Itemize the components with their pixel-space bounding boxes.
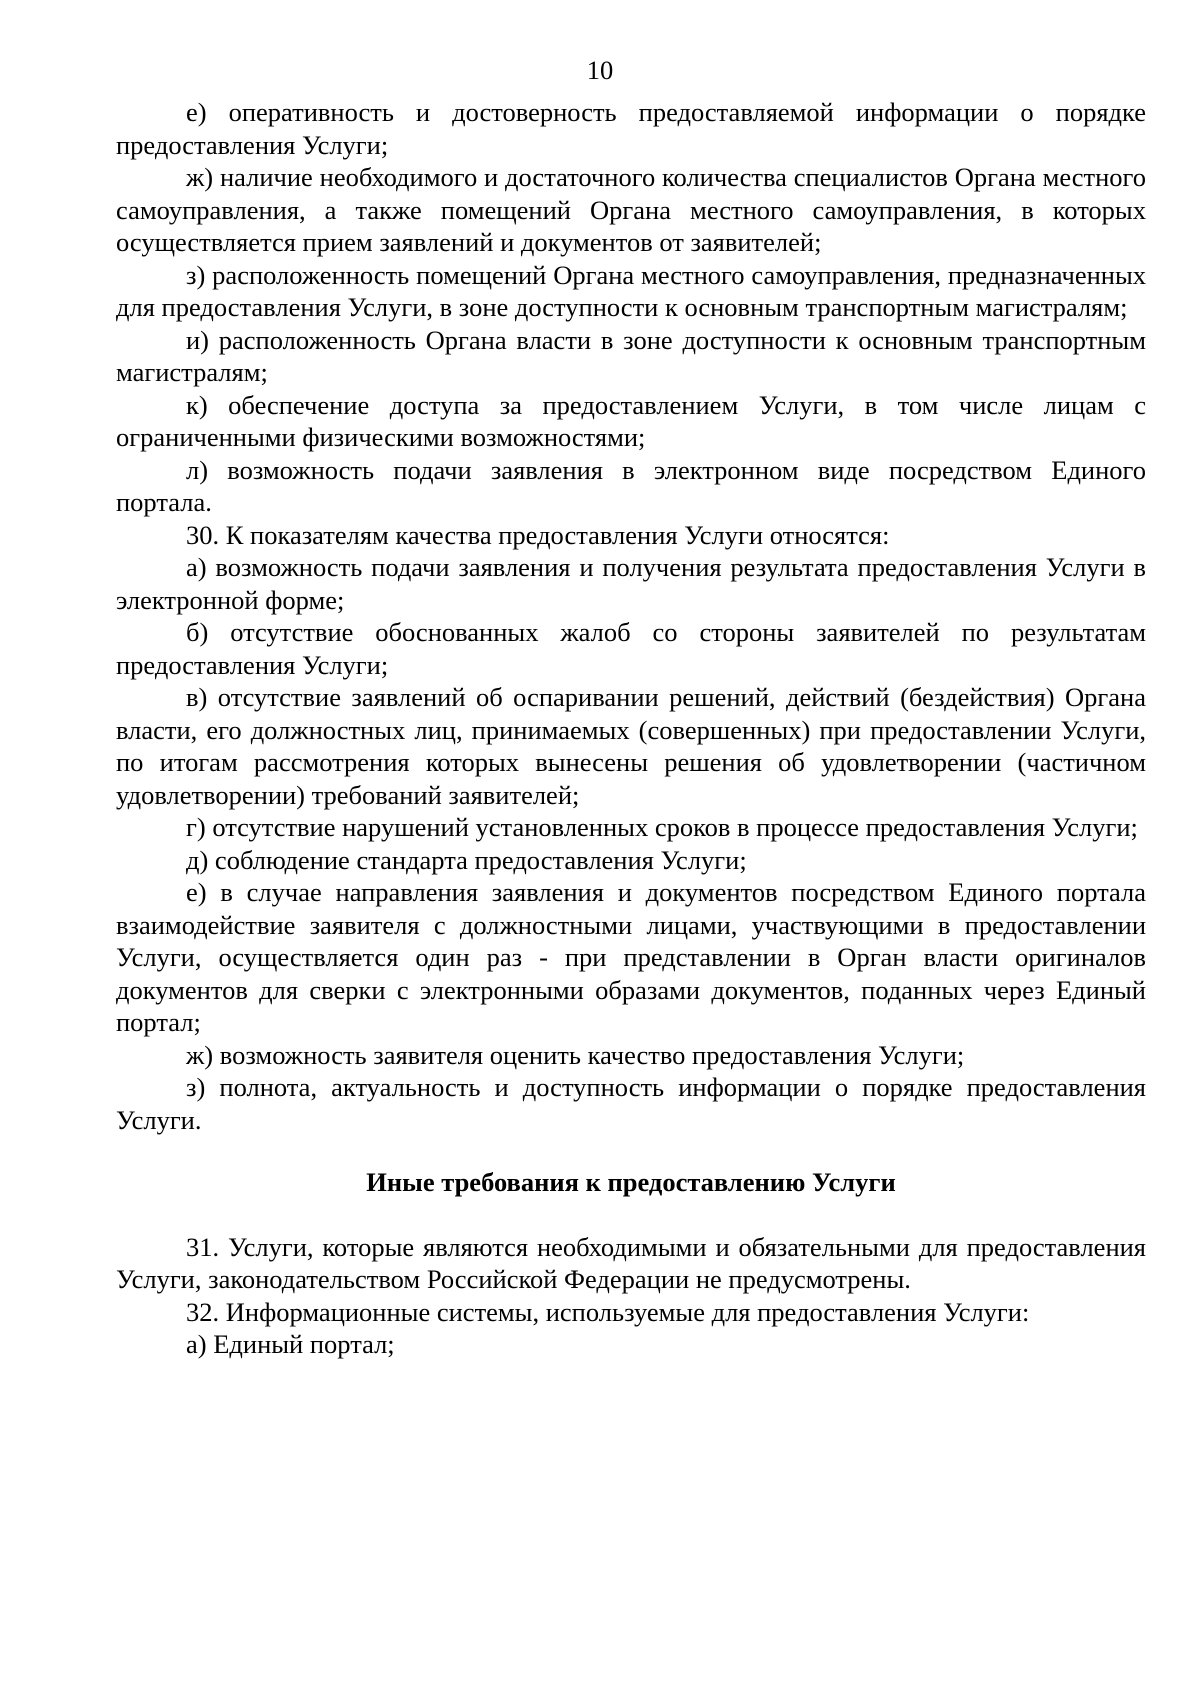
paragraph-30: 30. К показателям качества предоставления Услуги относятся: [186,519,890,550]
list-item-zh-specialists: ж) наличие необходимого и достаточного количества специалистов Органа местного самоуправления, а также помещений Органа местного самоуправления, в которых осуществляется прием заявлений и документов от заявителей; [116,162,1146,257]
paragraph-31: 31. Услуги, которые являются необходимыми и обязательными для предоставления Услуги, законодательством Российской Федерации не предусмотрены. [116,1231,1146,1294]
page-number: 10 [586,55,614,85]
list-item-zh-quality-rating: ж) возможность заявителя оценить качество предоставления Услуги; [186,1039,965,1070]
paragraph-32: 32. Информационные системы, используемые для предоставления Услуги: [186,1296,1030,1327]
document-body [116,96,1146,1361]
list-item-v-no-disputes: в) отсутствие заявлений об оспаривании решений, действий (бездействия) Органа власти, его должностных лиц, принимаемых (совершенных) при предоставлении Услуги, по итогам рассмотрения которых вынесены решения об удовлетворении (частичном удовлетворении) требований заявителей; [116,682,1146,810]
list-item-e-operativnost: е) оперативность и достоверность предоставляемой информации о порядке предоставления Услуги; [116,97,1146,160]
list-item-a-unified-portal: а) Единый портал; [186,1329,395,1359]
list-item-k-access: к) обеспечение доступа за предоставлением Услуги, в том числе лицам с ограниченными физическими возможностями; [116,389,1146,452]
list-item-i-authority-location: и) расположенность Органа власти в зоне доступности к основным транспортным магистралям; [116,324,1146,387]
list-item-z-premises-location: з) расположенность помещений Органа местного самоуправления, предназначенных для предоставления Услуги, в зоне доступности к основным транспортным магистралям; [116,259,1146,322]
list-item-g-no-deadline-violations: г) отсутствие нарушений установленных сроков в процессе предоставления Услуги; [186,812,1138,842]
section-heading: Иные требования к предоставлению Услуги [366,1167,896,1197]
list-item-d-standard-compliance: д) соблюдение стандарта предоставления Услуги; [186,844,747,875]
list-item-a-electronic-result: а) возможность подачи заявления и получения результата предоставления Услуги в электронной форме; [116,552,1146,615]
list-item-b-no-complaints: б) отсутствие обоснованных жалоб со стороны заявителей по результатам предоставления Услуги; [116,617,1146,680]
list-item-z-information-completeness: з) полнота, актуальность и доступность информации о порядке предоставления Услуги. [116,1072,1146,1135]
list-item-e-portal-interaction: е) в случае направления заявления и документов посредством Единого портала взаимодействие заявителя с должностными лицами, участвующими в предоставлении Услуги, осуществляется один раз - при представлении в Орган власти оригиналов документов для сверки с электронными образами документов, поданных через Единый портал; [116,877,1146,1037]
list-item-l-electronic-submission: л) возможность подачи заявления в электронном виде посредством Единого портала. [116,454,1146,517]
